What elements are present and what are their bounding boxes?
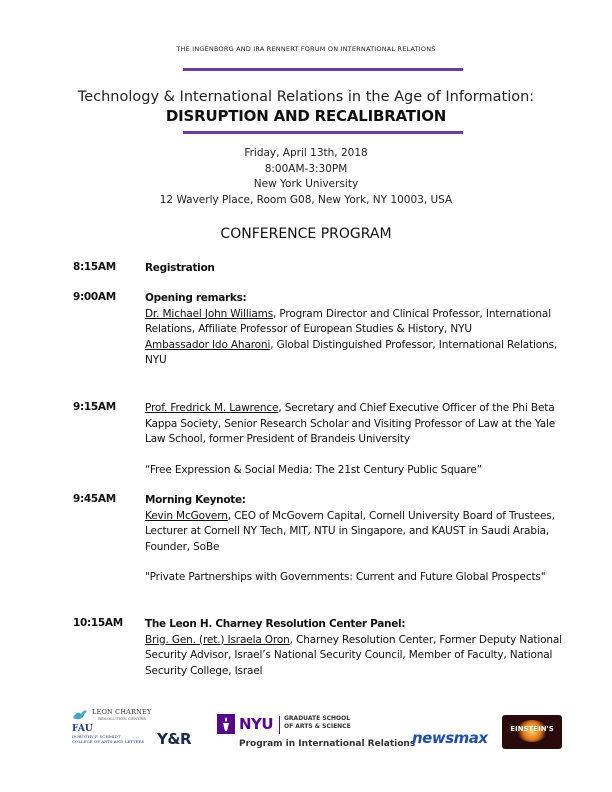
nyu-wordmark: NYU — [239, 715, 274, 733]
speaker-name: Kevin McGovern — [145, 509, 228, 522]
speaker-description: , Charney Resolution Center, Former Deputy National Security Advisor, Israel’s National Security Council, Member of Faculty, National Security College, Israel — [145, 633, 562, 677]
talk-title: “Free Expression & Social Media: The 21st Century Public Square” — [145, 463, 482, 476]
yr-logo: Y&R — [157, 730, 191, 748]
forum-name: THE INGENBORG AND IRA RENNERT FORUM ON INTERNATIONAL RELATIONS — [176, 45, 436, 53]
newsmax-logo: newsmax — [412, 729, 488, 747]
speaker-name: Dr. Michael John Williams — [145, 307, 274, 320]
speaker-name: Prof. Fredrick M. Lawrence — [145, 402, 279, 414]
fau-line-1: DOROTHY F. SCHMIDT — [72, 734, 121, 739]
speaker-description: , CEO of McGovern Capital, Cornell University Board of Trustees, Lecturer at Cornell NY Tech, MIT, NTU in Singapore, and KAUST in Saudi Arabia, Founder, SoBe — [145, 509, 555, 553]
program-label: Morning Keynote: — [145, 494, 246, 506]
program-label: The Leon H. Charney Resolution Center Panel: — [145, 618, 406, 630]
nyu-school-line-2: OF ARTS & SCIENCE — [284, 723, 351, 730]
event-time: 8:00AM-3:30PM — [264, 162, 348, 175]
fau-mark: FAU — [72, 724, 93, 734]
program-time: 9:15AM — [73, 401, 116, 413]
program-time: 9:00AM — [73, 291, 116, 303]
program-time: 8:15AM — [73, 261, 116, 273]
speaker-entry — [145, 633, 565, 680]
nyu-program: Program in International Relations — [239, 739, 416, 749]
nyu-school — [284, 715, 351, 731]
speaker-description: , Program Director and Clinical Professor, International Relations, Affiliate Professor of European Studies & History, NYU — [145, 307, 551, 335]
nyu-divider — [279, 716, 280, 734]
einsteins-wordmark: EINSTEIN'S — [510, 725, 554, 733]
title-line-1: Technology & International Relations in the Age of Information: — [77, 89, 535, 105]
speaker-description: , Secretary and Chief Executive Officer of the Phi Beta Kappa Society, Senior Research Scholar and Visiting Professor of Law at the Yale Law School, former President of Brandeis University — [145, 402, 556, 445]
nyu-school-line-1: GRADUATE SCHOOL — [284, 715, 351, 722]
speaker-entry — [145, 509, 565, 556]
speaker-name: Ambassador Ido Aharoni — [145, 338, 271, 351]
program-time: 10:15AM — [73, 617, 123, 629]
speaker-description: , Global Distinguished Professor, International Relations, NYU — [145, 338, 558, 366]
dove-icon — [72, 708, 88, 722]
program-time: 9:45AM — [73, 493, 116, 505]
charney-line-2: RESOLUTION CENTER — [98, 716, 147, 721]
speaker-entry — [145, 401, 565, 448]
program-label: Opening remarks: — [145, 292, 247, 304]
bottom-rule — [183, 131, 463, 134]
event-info — [0, 146, 612, 208]
fau-line-2: COLLEGE OF ARTS AND LETTERS — [72, 739, 145, 744]
nyu-torch-icon — [217, 714, 235, 734]
program-label: Registration — [145, 262, 215, 274]
speaker-name: Brig. Gen. (ret.) Israela Oron — [145, 633, 290, 646]
title-line-2: DISRUPTION AND RECALIBRATION — [165, 107, 447, 125]
top-rule — [183, 68, 463, 71]
event-address: 12 Waverly Place, Room G08, New York, NY 10003, USA — [159, 193, 453, 206]
sponsor-logos — [0, 700, 612, 760]
talk-title: "Private Partnerships with Governments: Current and Future Global Prospects" — [145, 571, 546, 583]
charney-line-1: LEON CHARNEY — [92, 708, 152, 716]
program-heading: CONFERENCE PROGRAM — [220, 226, 392, 242]
speaker-entry — [145, 338, 565, 369]
nyu-logo — [217, 714, 417, 754]
speaker-entry — [145, 307, 565, 338]
einsteins-logo — [502, 715, 562, 749]
event-venue: New York University — [253, 178, 359, 190]
event-date: Friday, April 13th, 2018 — [244, 147, 368, 159]
fau-logo — [72, 724, 162, 744]
